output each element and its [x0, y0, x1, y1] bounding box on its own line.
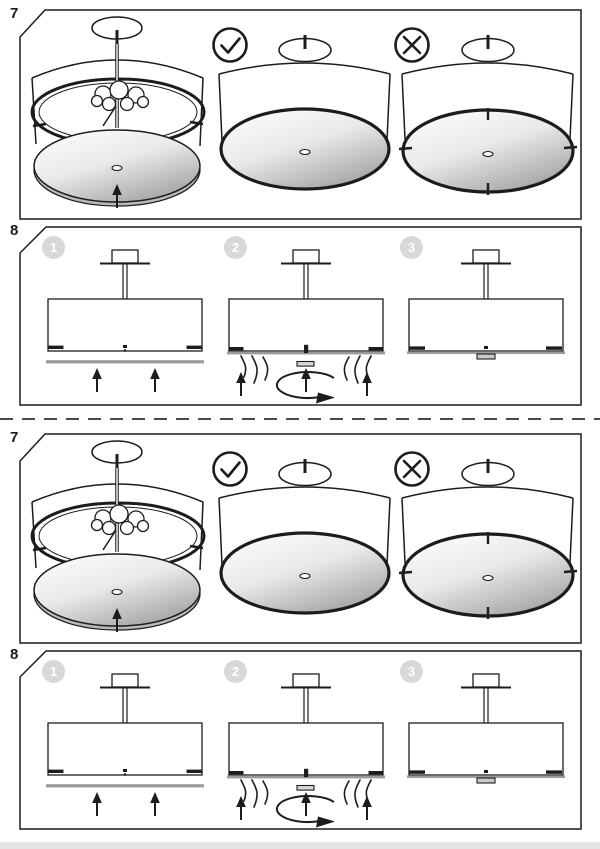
instruction-sheet-bottom: [0, 424, 600, 836]
step-badge-1: 1: [42, 660, 65, 683]
cut-line-divider: [0, 418, 600, 420]
sheet-artwork: [0, 0, 600, 412]
step-8-label: 8: [10, 646, 19, 663]
step-badge-1: 1: [42, 236, 65, 259]
step-badge-2: 2: [224, 660, 247, 683]
step-7-label: 7: [10, 5, 19, 22]
step-badge-2: 2: [224, 236, 247, 259]
sheet-artwork: [0, 424, 600, 836]
page-edge-shadow: [0, 842, 600, 849]
step-badge-3: 3: [400, 660, 423, 683]
step-8-label: 8: [10, 222, 19, 239]
instruction-sheet-top: [0, 0, 600, 412]
step-badge-3: 3: [400, 236, 423, 259]
step-7-label: 7: [10, 429, 19, 446]
